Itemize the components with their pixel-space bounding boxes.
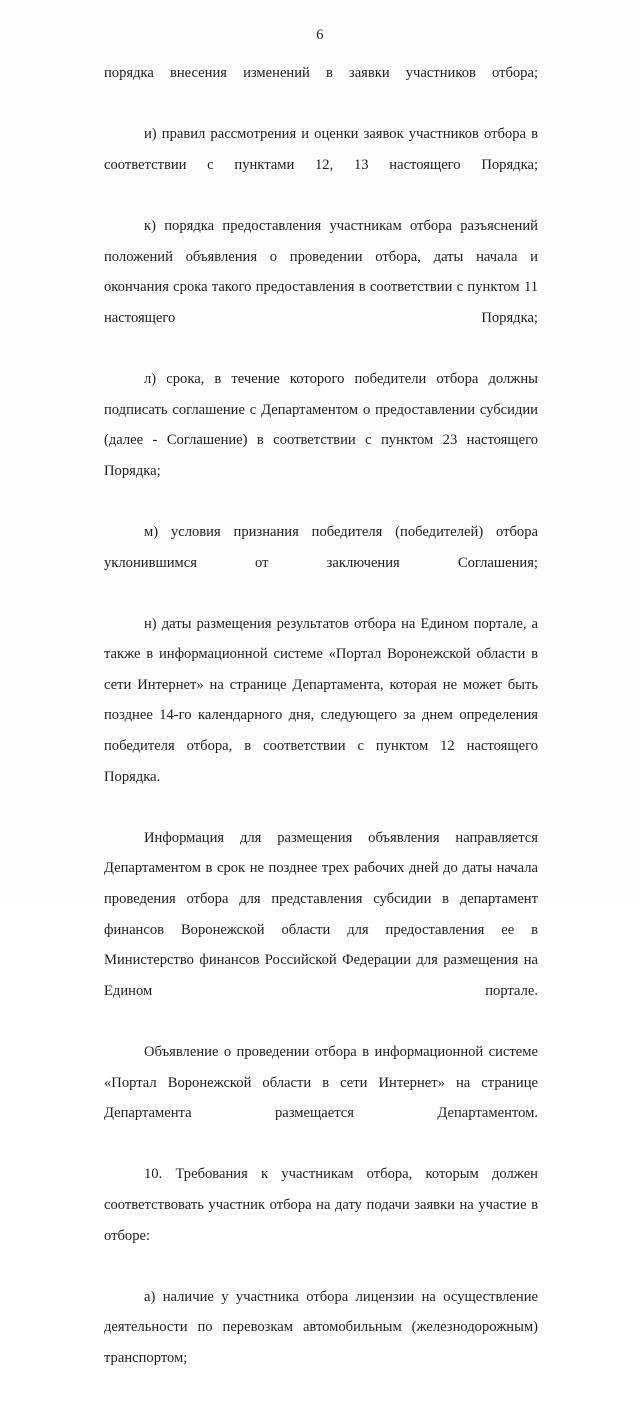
paragraph-obyavlenie: Объявление о проведении отбора в информационной системе «Портал Воронежской области в сети Интернет» на странице Департамента размещается Департаментом.: [104, 1044, 538, 1122]
paragraph-item-m: м) условия признания победителя (победителей) отбора уклонившимся от заключения Соглашения;: [104, 523, 538, 571]
paragraph-item-a: а) наличие у участника отбора лицензии на осуществление деятельности по перевозкам автомобильным (железнодорожным) транспортом;: [104, 1288, 538, 1366]
paragraph-item-k: к) порядка предоставления участникам отбора разъяснений положений объявления о проведении отбора, даты начала и окончания срока такого предоставления в соответствии с пунктом 11 настоящего Порядка;: [104, 217, 538, 326]
paragraph-item-l: л) срока, в течение которого победители отбора должны подписать соглашение с Департаментом о предоставлении субсидии (далее - Соглашение) в соответствии с пунктом 23 настоящего Порядка;: [104, 370, 538, 479]
paragraph-informaciya: Информация для размещения объявления направляется Департаментом в срок не позднее трех рабочих дней до даты начала проведения отбора для представления субсидии в департамент финансов Воронежской области для предоставления ее в Министерство финансов Российской Федерации для размещения на Едином портале.: [104, 829, 538, 999]
paragraph-item-n: н) даты размещения результатов отбора на Едином портале, а также в информационной системе «Портал Воронежской области в сети Интернет» на странице Департамента, которая не может быть позднее 14-го календарного дня, следующего за днем определения победителя отбора, в соответствии с пунктом 12 настоящего Порядка.: [104, 615, 538, 785]
page-number: 6: [316, 27, 324, 43]
paragraph-item-i: и) правил рассмотрения и оценки заявок участников отбора в соответствии с пунктами 12, 13 настоящего Порядка;: [104, 126, 538, 173]
paragraph-poryadka-vneseniya: порядка внесения изменений в заявки участников отбора;: [104, 65, 538, 81]
document-body: [104, 58, 538, 1404]
paragraph-item-10: 10. Требования к участникам отбора, которым должен соответствовать участник отбора на дату подачи заявки на участие в отборе:: [104, 1166, 538, 1244]
